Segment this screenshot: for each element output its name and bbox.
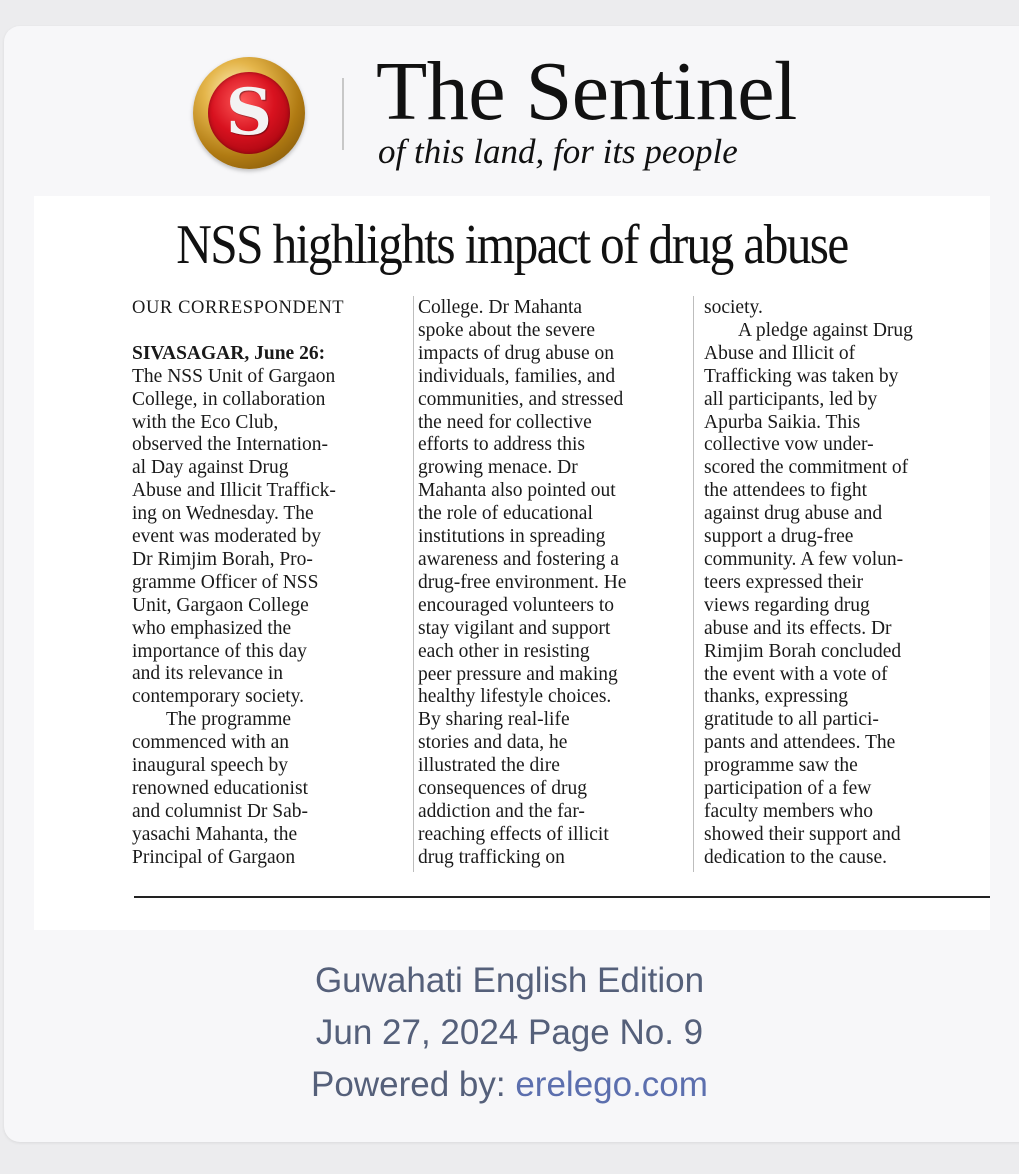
newspaper-name: The Sentinel: [376, 45, 797, 138]
article-clipping: [34, 196, 990, 930]
article-text-line: A pledge against Drug: [738, 319, 913, 341]
article-text-line: contemporary society.: [132, 686, 305, 708]
article-text-line: The NSS Unit of Gargaon: [132, 365, 336, 387]
article-text-line: impacts of drug abuse on: [418, 342, 615, 364]
article-text-line: the role of educational: [418, 503, 593, 525]
article-column-3: [704, 297, 913, 870]
article-text-line: the need for collective: [418, 411, 592, 433]
article-text-line: observed the Internation-: [132, 434, 329, 456]
article-text-line: al Day against Drug: [132, 457, 289, 479]
article-text-line: the event with a vote of: [704, 663, 888, 685]
edition-label: Guwahati English Edition: [314, 961, 705, 1000]
article-text-line: drug-free environment. He: [418, 571, 627, 593]
article-text-line: support a drug-free: [704, 526, 854, 548]
column-3-text: [704, 297, 913, 870]
logo-red-disc: [208, 72, 290, 154]
article-text-line: participation of a few: [704, 778, 872, 800]
article-text-line: By sharing real-life: [418, 709, 570, 731]
article-text-line: ing on Wednesday. The: [132, 503, 314, 525]
article-text-line: teers expressed their: [704, 571, 864, 593]
article-text-line: awareness and fostering a: [418, 548, 619, 570]
article-column-2: [418, 297, 626, 870]
article-text-line: efforts to address this: [418, 434, 585, 456]
article-text-line: peer pressure and making: [418, 663, 618, 685]
article-text-line: thanks, expressing: [704, 686, 849, 708]
spacer: [132, 320, 344, 343]
article-text-line: views regarding drug: [704, 594, 870, 616]
article-text-line: Abuse and Illicit Traffick-: [132, 480, 336, 502]
article-text-line: who emphasized the: [132, 617, 292, 639]
article-text-line: Mahanta also pointed out: [418, 480, 616, 502]
article-text-line: event was moderated by: [132, 526, 321, 548]
article-text-line: and columnist Dr Sab-: [132, 800, 309, 822]
article-text-line: reaching effects of illicit: [418, 823, 609, 845]
article-text-line: collective vow under-: [704, 434, 874, 456]
article-text-line: pants and attendees. The: [704, 732, 896, 754]
powered-by-label: Powered by:: [311, 1065, 516, 1104]
article-text-line: College. Dr Mahanta: [418, 297, 583, 318]
article-text-line: spoke about the severe: [418, 319, 596, 341]
article-text-line: and its relevance in: [132, 663, 284, 685]
masthead-divider: [342, 78, 344, 150]
article-text-line: growing menace. Dr: [418, 457, 578, 479]
article-text-line: with the Eco Club,: [132, 411, 279, 433]
article-text-line: addiction and the far-: [418, 800, 585, 822]
article-text-line: programme saw the: [704, 755, 858, 777]
article-text-line: Unit, Gargaon College: [132, 594, 309, 616]
article-text-line: Dr Rimjim Borah, Pro-: [132, 548, 313, 570]
column-1-text: [132, 366, 344, 870]
article-text-line: inaugural speech by: [132, 755, 288, 777]
article-text-line: Apurba Saikia. This: [704, 411, 861, 433]
article-dateline: SIVASAGAR, June 26:: [132, 342, 326, 364]
article-text-line: abuse and its effects. Dr: [704, 617, 892, 639]
article-text-line: Principal of Gargaon: [132, 846, 296, 868]
article-text-line: each other in resisting: [418, 640, 590, 662]
article-text-line: the attendees to fight: [704, 480, 867, 502]
article-text-line: College, in collaboration: [132, 388, 326, 410]
article-text-line: renowned educationist: [132, 778, 308, 800]
article-text-line: communities, and stressed: [418, 388, 624, 410]
article-text-line: stories and data, he: [418, 732, 568, 754]
article-text-line: individuals, families, and: [418, 365, 616, 387]
article-text-line: The programme: [166, 709, 292, 731]
article-text-line: importance of this day: [132, 640, 307, 662]
article-text-line: all participants, led by: [704, 388, 878, 410]
article-text-line: encouraged volunteers to: [418, 594, 615, 616]
article-text-line: yasachi Mahanta, the: [132, 823, 298, 845]
article-text-line: faculty members who: [704, 800, 873, 822]
column-divider: [693, 296, 694, 872]
article-text-line: showed their support and: [704, 823, 901, 845]
edition-date-page: Jun 27, 2024 Page No. 9: [315, 1013, 704, 1052]
column-2-text: [418, 297, 626, 870]
sentinel-logo-icon: [193, 57, 305, 169]
article-byline: OUR CORRESPONDENT: [132, 298, 345, 318]
article-headline: NSS highlights impact of drug abuse: [176, 214, 848, 276]
article-bottom-rule: [134, 896, 990, 898]
article-text-line: Abuse and Illicit of: [704, 342, 856, 364]
article-text-line: consequences of drug: [418, 778, 587, 800]
article-text-line: Trafficking was taken by: [704, 365, 899, 387]
article-text-line: Rimjim Borah concluded: [704, 640, 902, 662]
article-text-line: institutions in spreading: [418, 526, 606, 548]
article-text-line: scored the commitment of: [704, 457, 909, 479]
article-column-1: [132, 297, 344, 870]
article-text-line: community. A few volun-: [704, 548, 904, 570]
article-text-line: drug trafficking on: [418, 846, 565, 868]
article-text-line: healthy lifestyle choices.: [418, 686, 612, 708]
erelego-link[interactable]: erelego.com: [515, 1065, 708, 1104]
logo-letter: S: [225, 75, 273, 150]
article-text-line: against drug abuse and: [704, 503, 883, 525]
article-text-line: illustrated the dire: [418, 755, 560, 777]
article-text-line: society.: [704, 297, 763, 318]
newspaper-tagline: of this land, for its people: [378, 132, 738, 171]
article-text-line: stay vigilant and support: [418, 617, 611, 639]
article-text-line: gramme Officer of NSS: [132, 571, 319, 593]
powered-by-line: [0, 1059, 1019, 1111]
article-text-line: commenced with an: [132, 732, 290, 754]
article-text-line: gratitude to all partici-: [704, 709, 879, 731]
column-divider: [413, 296, 414, 872]
article-text-line: dedication to the cause.: [704, 846, 888, 868]
